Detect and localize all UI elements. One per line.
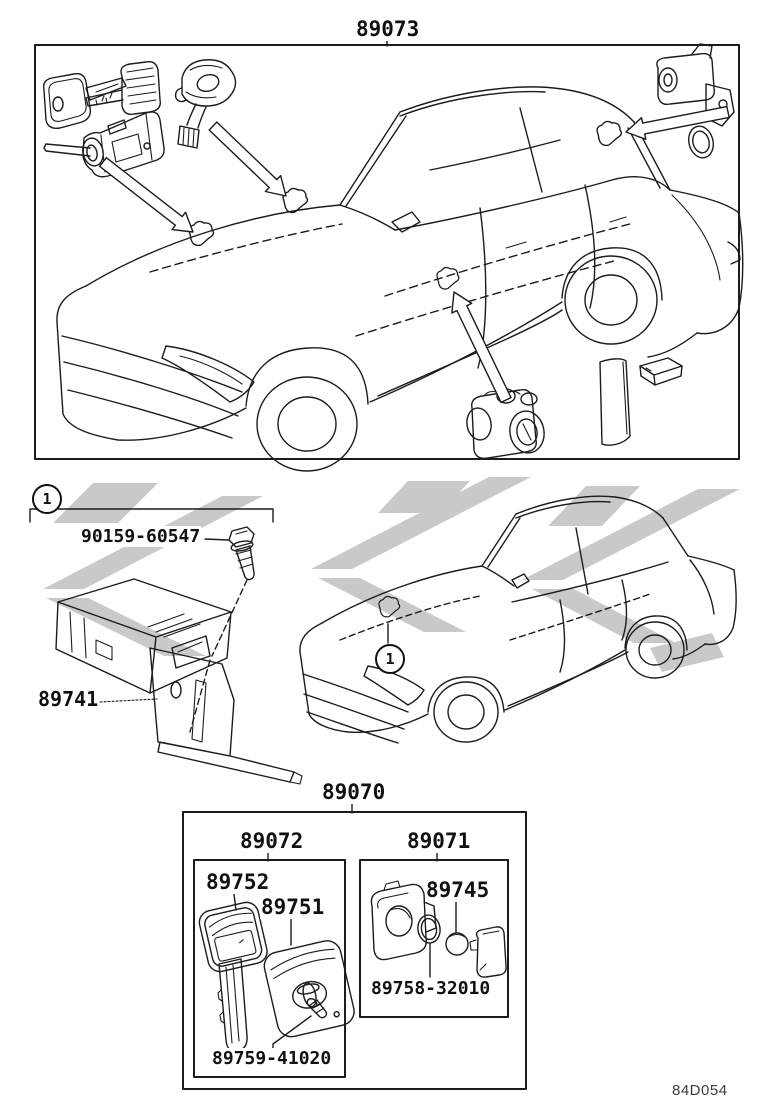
flange-bolt-number: 90159-60547 <box>81 526 201 547</box>
receiver-bracket-drawing <box>150 648 302 784</box>
drawing-code: 84D054 <box>672 1082 728 1099</box>
transmitter-cover-number: 89758-32010 <box>371 978 491 999</box>
callout-1-car: 1 <box>375 644 405 674</box>
housing-screw-number: 89759-41020 <box>212 1048 332 1069</box>
o-ring-drawing <box>416 914 442 945</box>
trim-plate-drawing <box>600 359 630 445</box>
battery-drawing <box>446 933 468 955</box>
master-key-drawing <box>197 900 269 1051</box>
main-lock-set-number: 89073 <box>356 17 420 41</box>
spacer-block-drawing <box>640 358 682 385</box>
battery-number: 89745 <box>426 878 490 902</box>
receiver-location-car-drawing <box>300 496 736 743</box>
key-group-number: 89072 <box>240 829 304 853</box>
sub-key-blank-drawing <box>86 62 160 115</box>
flange-bolt-drawing <box>190 527 254 732</box>
key-set-number: 89070 <box>322 780 386 804</box>
transmitter-housing-drawing <box>262 938 357 1039</box>
transmitter-cover-drawing <box>470 927 506 977</box>
frames <box>30 45 739 1089</box>
transmitter-group-number: 89071 <box>407 829 471 853</box>
watermark-logo <box>43 477 740 672</box>
callout-1-legend: 1 <box>32 484 62 514</box>
housing-screw-drawing <box>306 997 327 1018</box>
assembly-arrows <box>100 107 730 403</box>
sealing-ring-drawing <box>685 123 716 160</box>
transmitter-housing-number: 89751 <box>261 895 325 919</box>
main-assembly-frame <box>35 45 739 459</box>
receiver-bracket-number: 89741 <box>38 687 99 711</box>
master-key-number: 89752 <box>206 870 270 894</box>
car-overview-drawing <box>57 87 743 471</box>
mounting-clip-icons <box>189 121 621 616</box>
